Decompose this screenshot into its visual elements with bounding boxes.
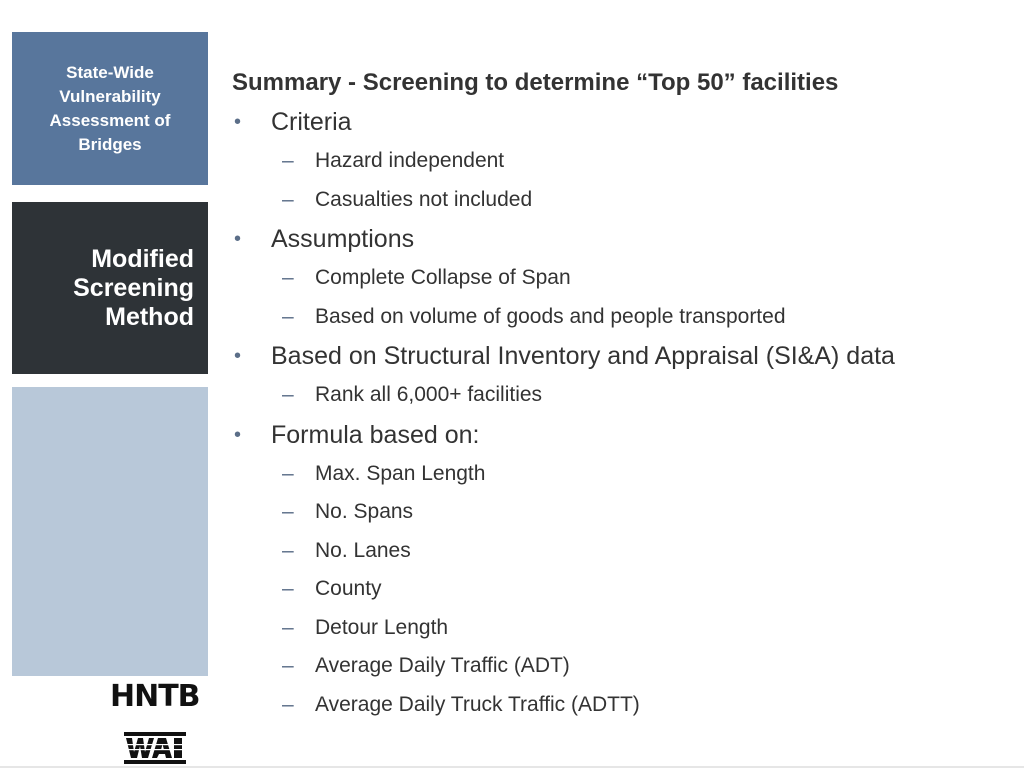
sub-bullet-label: Based on volume of goods and people transported — [315, 304, 786, 328]
wai-logo — [124, 732, 186, 764]
sub-bullet-list — [271, 142, 1012, 219]
bullet-label: Assumptions — [271, 225, 415, 253]
sub-bullet-item — [270, 259, 1012, 298]
bullet-label: Formula based on: — [271, 420, 480, 449]
section-title: Modified Screening Method — [73, 244, 194, 331]
bullet-dot-icon: • — [234, 423, 242, 446]
sub-bullet-item — [270, 455, 1012, 494]
sub-bullet-label: Hazard independent — [315, 149, 505, 172]
bullet-item — [232, 336, 1012, 415]
sub-bullet-label: Detour Length — [315, 615, 449, 639]
bullet-list — [232, 102, 1012, 724]
sub-bullet-label: Complete Collapse of Span — [315, 266, 571, 289]
sub-bullet-item — [270, 609, 1012, 648]
dash-bullet-icon: – — [282, 538, 294, 562]
dash-bullet-icon: – — [282, 149, 294, 172]
slide-title: Summary - Screening to determine “Top 50” facilities — [232, 69, 839, 96]
dash-bullet-icon: – — [282, 266, 294, 289]
sub-bullet-item — [270, 142, 1012, 181]
hntb-logo — [110, 682, 205, 712]
dash-bullet-icon: – — [282, 654, 294, 677]
hntb-logo-text: HNTB — [110, 682, 200, 712]
sub-bullet-item — [270, 376, 1012, 415]
bullet-dot-icon: • — [234, 345, 242, 367]
dash-bullet-icon: – — [282, 304, 294, 328]
sub-bullet-label: Rank all 6,000+ facilities — [315, 383, 543, 406]
dash-bullet-icon: – — [282, 461, 294, 485]
sub-bullet-label: Average Daily Truck Traffic (ADTT) — [315, 692, 640, 716]
dash-bullet-icon: – — [282, 577, 294, 600]
sub-bullet-item — [270, 647, 1012, 686]
bullet-item — [232, 415, 1012, 725]
bullet-dot-icon: • — [234, 228, 242, 250]
sub-bullet-item — [270, 298, 1012, 337]
presentation-title-panel — [12, 32, 208, 185]
sub-bullet-item — [270, 532, 1012, 571]
sub-bullet-label: No. Lanes — [315, 538, 411, 562]
sub-bullet-list — [271, 376, 1012, 415]
bullet-item — [232, 219, 1012, 336]
sub-bullet-label: Casualties not included — [315, 187, 533, 211]
sub-bullet-item — [270, 493, 1012, 532]
bullet-label: Based on Structural Inventory and Appraisal (SI&A) data — [271, 342, 895, 370]
sub-bullet-label: Max. Span Length — [315, 461, 486, 485]
dash-bullet-icon: – — [282, 500, 294, 523]
decorative-panel — [12, 387, 208, 676]
sub-bullet-item — [270, 181, 1012, 220]
dash-bullet-icon: – — [282, 383, 294, 406]
presentation-title: State-Wide Vulnerability Assessment of Bridges — [49, 62, 171, 154]
bullet-item — [232, 102, 1012, 219]
bullet-dot-icon: • — [234, 111, 242, 133]
section-title-panel — [12, 202, 208, 374]
sub-bullet-item — [270, 570, 1012, 609]
dash-bullet-icon: – — [282, 187, 294, 211]
dash-bullet-icon: – — [282, 692, 294, 716]
sub-bullet-list — [271, 455, 1012, 725]
sub-bullet-list — [271, 259, 1012, 336]
sub-bullet-item — [270, 686, 1012, 725]
sub-bullet-label: Average Daily Traffic (ADT) — [315, 654, 570, 677]
dash-bullet-icon: – — [282, 615, 294, 639]
sub-bullet-label: No. Spans — [315, 500, 414, 523]
slide-content — [232, 66, 1012, 724]
bullet-label: Criteria — [271, 108, 352, 136]
sub-bullet-label: County — [315, 577, 382, 600]
